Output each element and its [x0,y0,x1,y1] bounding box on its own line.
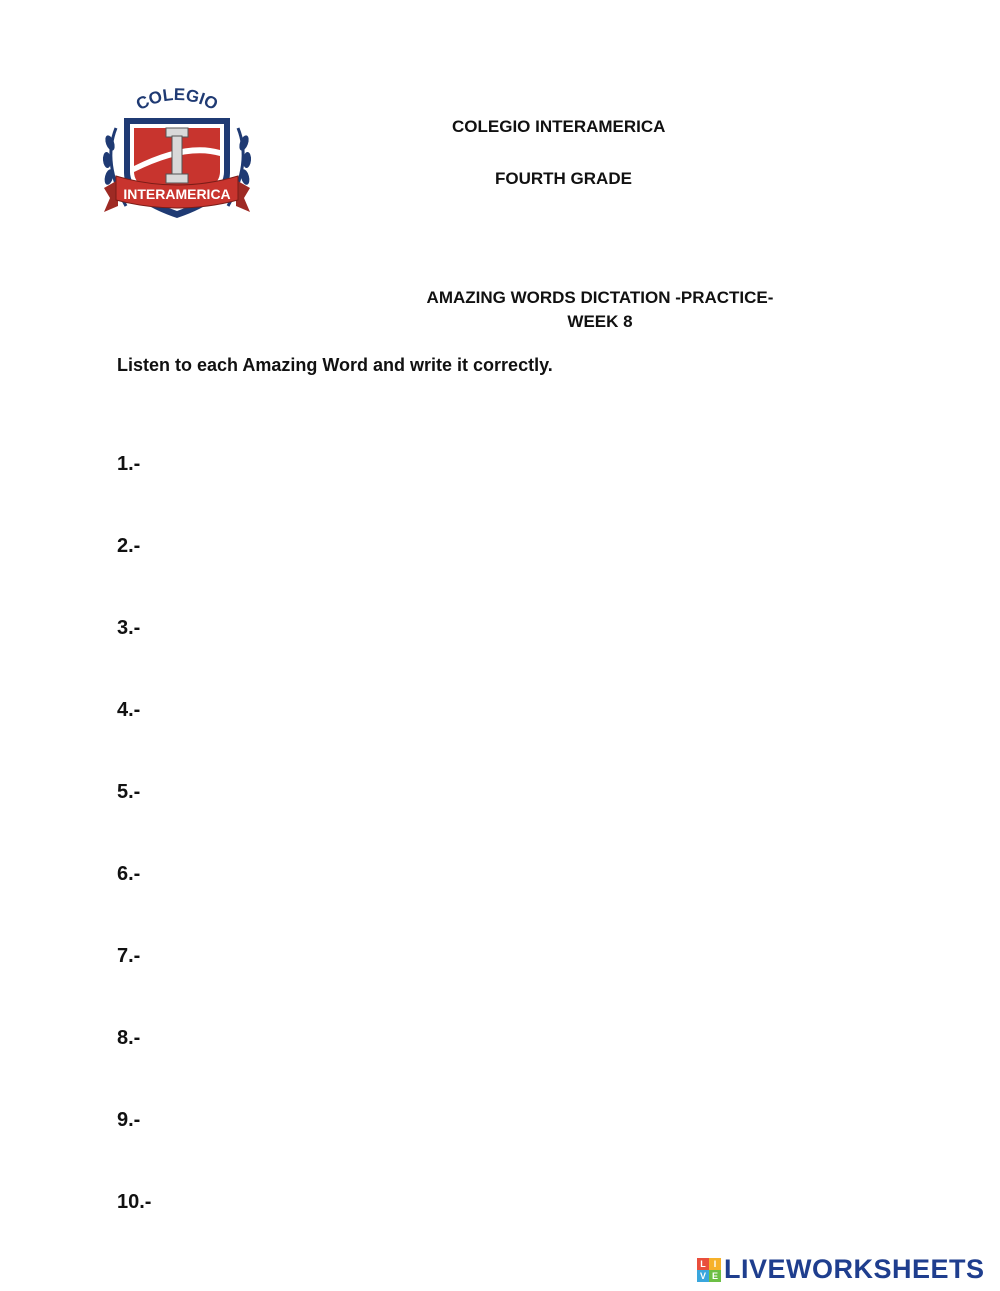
answer-number: 4.- [117,699,141,721]
answer-item-5 [117,778,771,860]
brand-mark-letter: V [697,1270,709,1282]
liveworksheets-brand [697,1254,985,1285]
answer-input-10[interactable] [167,1188,771,1218]
answer-item-9 [117,1106,771,1188]
answer-item-6 [117,860,771,942]
answer-input-7[interactable] [167,942,771,972]
liveworksheets-logo-icon [697,1258,721,1282]
brand-mark-letter: L [697,1258,709,1270]
logo-top-text: COLEGIO [133,88,221,114]
school-name: COLEGIO INTERAMERICA [452,117,666,136]
worksheet-title-line1: AMAZING WORDS DICTATION -PRACTICE- [426,288,774,307]
answer-number: 3.- [117,617,141,639]
answer-number: 9.- [117,1109,141,1131]
logo-banner-text: INTERAMERICA [123,186,231,202]
answer-item-1 [117,450,771,532]
answer-item-3 [117,614,771,696]
worksheet-title [380,286,820,334]
answer-item-7 [117,942,771,1024]
answer-number: 1.- [117,453,141,475]
svg-text:COLEGIO [133,88,221,114]
answer-number: 7.- [117,945,141,967]
brand-mark-letter: E [709,1270,721,1282]
answer-list [117,450,771,1270]
answer-item-4 [117,696,771,778]
school-logo [96,88,258,224]
answer-item-8 [117,1024,771,1106]
answer-number: 6.- [117,863,141,885]
answer-input-8[interactable] [167,1024,771,1054]
answer-input-1[interactable] [167,450,771,480]
instruction-text: Listen to each Amazing Word and write it correctly. [117,355,553,375]
answer-input-2[interactable] [167,532,771,562]
answer-number: 8.- [117,1027,141,1049]
worksheet-title-line2: WEEK 8 [567,312,633,331]
answer-input-5[interactable] [167,778,771,808]
answer-item-2 [117,532,771,614]
answer-input-6[interactable] [167,860,771,890]
grade-level: FOURTH GRADE [495,169,632,188]
answer-number: 10.- [117,1191,152,1213]
answer-number: 2.- [117,535,141,557]
answer-input-9[interactable] [167,1106,771,1136]
answer-item-10 [117,1188,771,1270]
brand-text: LIVEWORKSHEETS [724,1254,985,1284]
answer-number: 5.- [117,781,141,803]
brand-mark-letter: I [709,1258,721,1270]
answer-input-4[interactable] [167,696,771,726]
answer-input-3[interactable] [167,614,771,644]
